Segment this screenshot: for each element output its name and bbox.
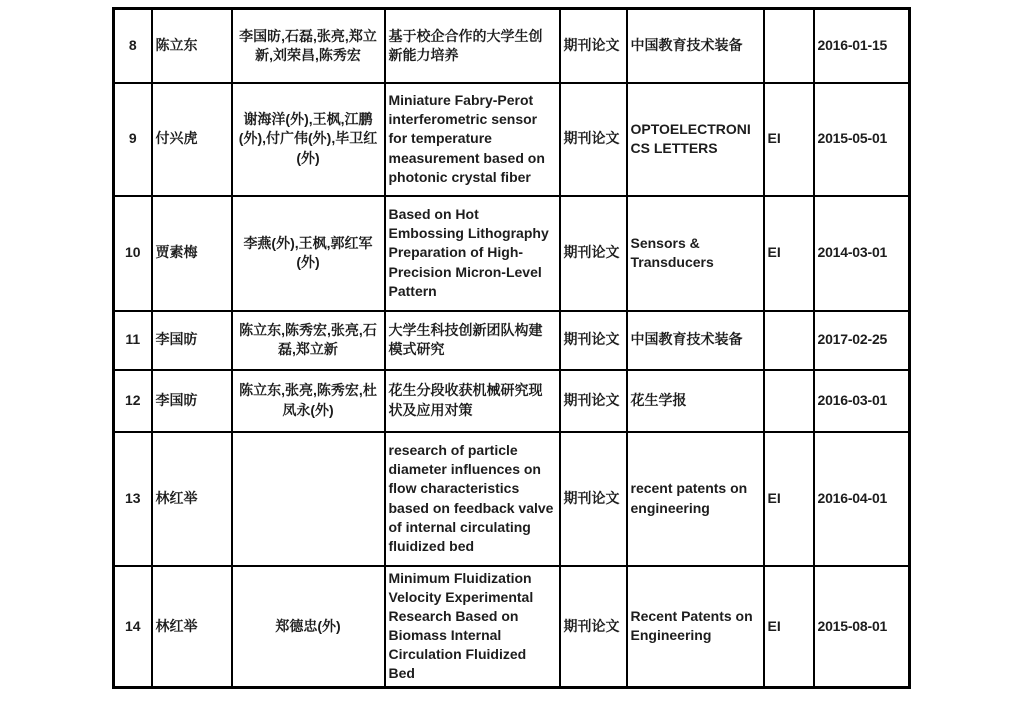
cell-publication-type: 期刊论文 xyxy=(560,83,627,196)
cell-row-number: 13 xyxy=(114,432,152,566)
table-row xyxy=(114,432,910,566)
cell-publication-type: 期刊论文 xyxy=(560,566,627,688)
cell-coauthors: 李燕(外),王枫,郭红军(外) xyxy=(232,196,385,311)
publications-table xyxy=(112,7,911,689)
cell-paper-title: 花生分段收获机械研究现状及应用对策 xyxy=(385,370,560,432)
cell-publication-type: 期刊论文 xyxy=(560,311,627,370)
cell-index-tag: EI xyxy=(764,566,814,688)
cell-journal-name: 花生学报 xyxy=(627,370,764,432)
cell-row-number: 9 xyxy=(114,83,152,196)
cell-publication-type: 期刊论文 xyxy=(560,9,627,83)
cell-publish-date: 2016-04-01 xyxy=(814,432,910,566)
cell-publish-date: 2016-01-15 xyxy=(814,9,910,83)
cell-row-number: 12 xyxy=(114,370,152,432)
cell-row-number: 8 xyxy=(114,9,152,83)
publications-table-body xyxy=(114,9,910,688)
cell-publication-type: 期刊论文 xyxy=(560,432,627,566)
cell-coauthors xyxy=(232,432,385,566)
cell-row-number: 11 xyxy=(114,311,152,370)
cell-author-name: 李国昉 xyxy=(152,370,232,432)
cell-paper-title: research of particle diameter influences on flow characteristics based on feedback valve of internal circulating fluidized bed xyxy=(385,432,560,566)
cell-author-name: 林红举 xyxy=(152,432,232,566)
table-row xyxy=(114,566,910,688)
table-row xyxy=(114,311,910,370)
cell-index-tag: EI xyxy=(764,432,814,566)
table-row xyxy=(114,196,910,311)
cell-publish-date: 2016-03-01 xyxy=(814,370,910,432)
cell-author-name: 林红举 xyxy=(152,566,232,688)
cell-coauthors: 谢海洋(外),王枫,江鹏(外),付广伟(外),毕卫红(外) xyxy=(232,83,385,196)
cell-paper-title: 大学生科技创新团队构建模式研究 xyxy=(385,311,560,370)
cell-coauthors: 陈立东,陈秀宏,张亮,石磊,郑立新 xyxy=(232,311,385,370)
cell-coauthors: 郑德忠(外) xyxy=(232,566,385,688)
cell-paper-title: Minimum Fluidization Velocity Experimental Research Based on Biomass Internal Circulation Fluidized Bed xyxy=(385,566,560,688)
cell-publication-type: 期刊论文 xyxy=(560,370,627,432)
cell-journal-name: 中国教育技术装备 xyxy=(627,311,764,370)
cell-journal-name: recent patents on engineering xyxy=(627,432,764,566)
cell-paper-title: 基于校企合作的大学生创新能力培养 xyxy=(385,9,560,83)
cell-author-name: 陈立东 xyxy=(152,9,232,83)
cell-index-tag xyxy=(764,9,814,83)
cell-paper-title: Based on Hot Embossing Lithography Preparation of High-Precision Micron-Level Pattern xyxy=(385,196,560,311)
cell-publish-date: 2015-05-01 xyxy=(814,83,910,196)
cell-row-number: 14 xyxy=(114,566,152,688)
cell-index-tag xyxy=(764,370,814,432)
cell-index-tag xyxy=(764,311,814,370)
cell-author-name: 贾素梅 xyxy=(152,196,232,311)
cell-author-name: 付兴虎 xyxy=(152,83,232,196)
publications-table-container xyxy=(112,7,911,689)
cell-index-tag: EI xyxy=(764,83,814,196)
cell-publish-date: 2017-02-25 xyxy=(814,311,910,370)
table-row xyxy=(114,83,910,196)
cell-row-number: 10 xyxy=(114,196,152,311)
cell-journal-name: 中国教育技术装备 xyxy=(627,9,764,83)
cell-journal-name: OPTOELECTRONICS LETTERS xyxy=(627,83,764,196)
cell-paper-title: Miniature Fabry-Perot interferometric sensor for temperature measurement based on photonic crystal fiber xyxy=(385,83,560,196)
cell-index-tag: EI xyxy=(764,196,814,311)
table-row xyxy=(114,370,910,432)
cell-coauthors: 李国昉,石磊,张亮,郑立新,刘荣昌,陈秀宏 xyxy=(232,9,385,83)
cell-author-name: 李国昉 xyxy=(152,311,232,370)
cell-publication-type: 期刊论文 xyxy=(560,196,627,311)
cell-journal-name: Sensors & Transducers xyxy=(627,196,764,311)
table-row xyxy=(114,9,910,83)
cell-coauthors: 陈立东,张亮,陈秀宏,杜凤永(外) xyxy=(232,370,385,432)
cell-publish-date: 2014-03-01 xyxy=(814,196,910,311)
cell-journal-name: Recent Patents on Engineering xyxy=(627,566,764,688)
cell-publish-date: 2015-08-01 xyxy=(814,566,910,688)
